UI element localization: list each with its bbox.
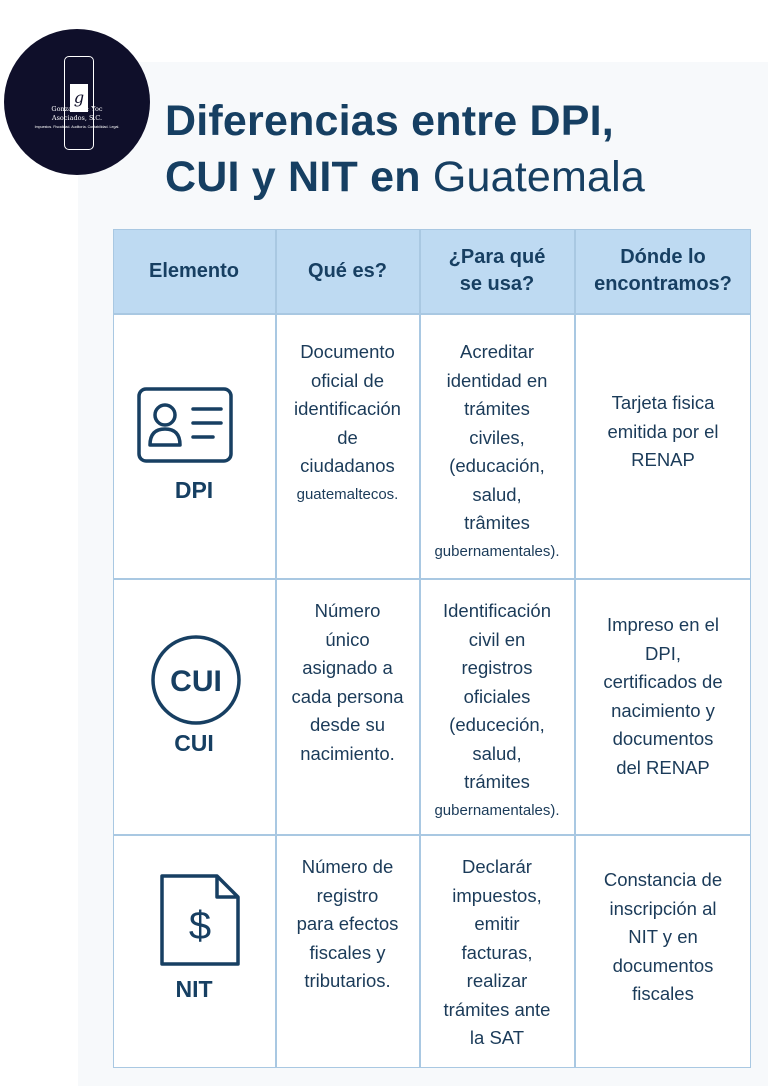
dpi-que-es: Documento oficial de identificación de ciudadanos guatemaltecos.	[294, 341, 401, 503]
nit-donde: Constancia de inscripción al NIT y en documentos fiscales	[603, 869, 723, 1004]
cui-donde: Impreso en el DPI, certificados de nacimiento y documentos del RENAP	[603, 614, 723, 778]
logo-tagline: Impuestos. Fiscalidad. Auditoría. Contabilidad. Legal.	[34, 125, 120, 129]
nit-para-que: Declarár impuestos, emitir facturas, realizar trámites ante la SAT	[443, 856, 551, 1048]
page-title	[165, 93, 755, 205]
header-donde: Dónde lo encontramos?	[594, 246, 732, 295]
id-card-icon	[137, 387, 233, 468]
row-divider	[113, 578, 751, 580]
dpi-para-que: Acreditar identidad en trámites civiles, (educación, salud, trâmites gubernamentales).	[434, 341, 560, 560]
cui-badge-icon	[150, 634, 242, 731]
dollar-document-icon	[159, 873, 241, 972]
title-line1: Diferencias entre DPI,	[165, 97, 614, 145]
company-logo	[4, 29, 150, 175]
logo-company-name: Gonzalez & Yoc Asociados, S.C.	[51, 105, 103, 122]
svg-text:CUI: CUI	[170, 665, 222, 698]
header-que-es: Qué es?	[308, 259, 387, 282]
row-divider	[113, 834, 751, 836]
dpi-donde: Tarjeta fisica emitida por el RENAP	[607, 392, 719, 470]
title-line2-bold: CUI y NIT en	[165, 153, 421, 201]
dollar-document-icon-svg	[159, 873, 241, 967]
id-card-icon-svg	[137, 387, 233, 463]
logo-monogram: g	[70, 84, 88, 112]
row-element-nit: NIT	[175, 976, 213, 1002]
cui-badge-icon-svg	[150, 634, 242, 726]
title-line2-light: Guatemala	[432, 153, 645, 201]
cui-para-que: Identificación civil en registros oficiales (educeción, salud, trámites gubernamentales).	[434, 600, 560, 819]
cui-que-es: Número único asignado a cada persona desde su nacimiento.	[291, 600, 404, 764]
row-element-cui: CUI	[174, 730, 214, 756]
header-para-que: ¿Para qué se usa?	[448, 246, 546, 295]
comparison-table	[113, 229, 751, 1068]
svg-text:$: $	[188, 904, 212, 948]
row-divider	[113, 313, 751, 315]
row-element-dpi: DPI	[174, 477, 214, 503]
header-elemento: Elemento	[148, 259, 240, 282]
nit-que-es: Número de registro para efectos fiscales y tributarios.	[296, 856, 399, 991]
